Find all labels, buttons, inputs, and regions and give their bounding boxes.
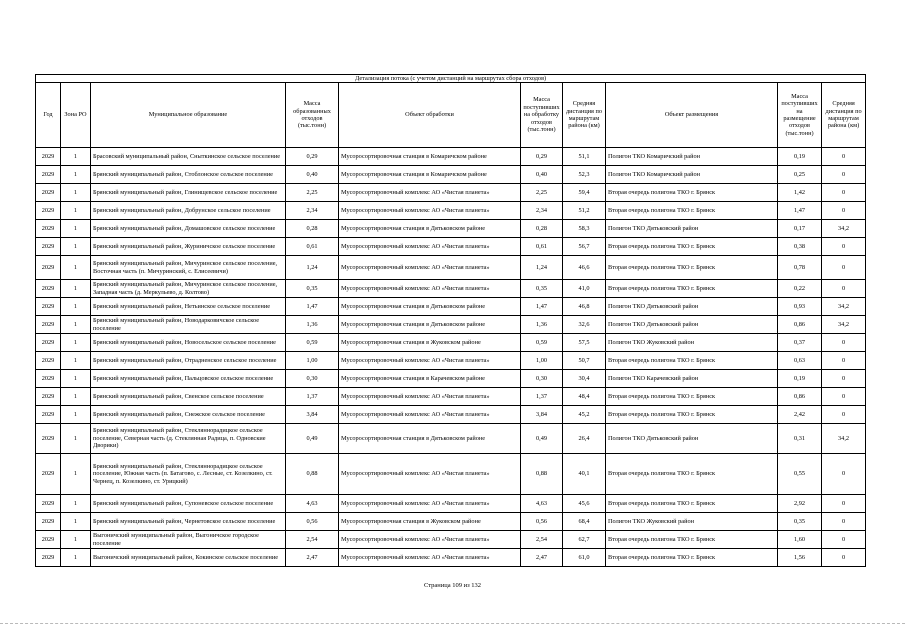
cell-zone: 1 bbox=[61, 531, 91, 549]
cell-disposal-facility: Вторая очередь полигона ТКО г. Брянск bbox=[606, 202, 778, 220]
cell-generated-mass: 0,56 bbox=[286, 513, 339, 531]
cell-year: 2029 bbox=[36, 220, 61, 238]
cell-generated-mass: 0,49 bbox=[286, 424, 339, 454]
table-row bbox=[36, 256, 866, 280]
table-row bbox=[36, 495, 866, 513]
cell-disposed-mass: 0,19 bbox=[778, 148, 822, 166]
cell-processing-distance: 46,6 bbox=[563, 256, 606, 280]
cell-processed-mass: 2,54 bbox=[521, 531, 563, 549]
col-header-processed-mass: Масса поступивших на обработку отходов (тыс.тонн) bbox=[521, 83, 563, 148]
cell-processing-facility: Мусоросортировочный комплекс АО «Чистая планета» bbox=[339, 202, 521, 220]
cell-disposal-facility: Вторая очередь полигона ТКО г. Брянск bbox=[606, 256, 778, 280]
cell-zone: 1 bbox=[61, 388, 91, 406]
cell-processing-distance: 56,7 bbox=[563, 238, 606, 256]
cell-generated-mass: 2,54 bbox=[286, 531, 339, 549]
cell-disposal-facility: Вторая очередь полигона ТКО г. Брянск bbox=[606, 238, 778, 256]
cell-processing-facility: Мусоросортировочный комплекс АО «Чистая планета» bbox=[339, 495, 521, 513]
cell-generated-mass: 2,25 bbox=[286, 184, 339, 202]
cell-disposal-distance: 0 bbox=[822, 238, 866, 256]
cell-year: 2029 bbox=[36, 334, 61, 352]
col-header-disposal-distance: Средняя дистанция по маршрутам района (км) bbox=[822, 83, 866, 148]
cell-zone: 1 bbox=[61, 166, 91, 184]
cell-disposed-mass: 0,25 bbox=[778, 166, 822, 184]
cell-processed-mass: 4,63 bbox=[521, 495, 563, 513]
cell-disposal-distance: 0 bbox=[822, 406, 866, 424]
cell-zone: 1 bbox=[61, 280, 91, 298]
cell-disposal-distance: 0 bbox=[822, 280, 866, 298]
table-row bbox=[36, 352, 866, 370]
cell-disposal-facility: Полигон ТКО Жуковский район bbox=[606, 513, 778, 531]
cell-municipality: Брянский муниципальный район, Пальцовское сельское поселение bbox=[91, 370, 286, 388]
cell-disposal-distance: 0 bbox=[822, 454, 866, 495]
cell-disposal-facility: Вторая очередь полигона ТКО г. Брянск bbox=[606, 280, 778, 298]
cell-processing-facility: Мусоросортировочный комплекс АО «Чистая планета» bbox=[339, 531, 521, 549]
cell-zone: 1 bbox=[61, 184, 91, 202]
cell-disposal-facility: Полигон ТКО Комаричский район bbox=[606, 148, 778, 166]
cell-disposed-mass: 0,37 bbox=[778, 334, 822, 352]
cell-processing-distance: 30,4 bbox=[563, 370, 606, 388]
cell-disposal-distance: 34,2 bbox=[822, 316, 866, 334]
cell-zone: 1 bbox=[61, 148, 91, 166]
cell-municipality: Брянский муниципальный район, Стекляннорадицкое сельское поселение, Северная часть (д. Стеклянная Радица, п. Одновские Дворики) bbox=[91, 424, 286, 454]
cell-municipality: Брянский муниципальный район, Свенское сельское поселение bbox=[91, 388, 286, 406]
cell-disposed-mass: 0,22 bbox=[778, 280, 822, 298]
col-header-processing-facility: Объект обработки bbox=[339, 83, 521, 148]
cell-year: 2029 bbox=[36, 531, 61, 549]
cell-disposal-distance: 0 bbox=[822, 334, 866, 352]
cell-generated-mass: 1,37 bbox=[286, 388, 339, 406]
cell-zone: 1 bbox=[61, 406, 91, 424]
cell-zone: 1 bbox=[61, 370, 91, 388]
cell-processing-distance: 45,2 bbox=[563, 406, 606, 424]
table-row bbox=[36, 166, 866, 184]
col-header-year: Год bbox=[36, 83, 61, 148]
cell-municipality: Брянский муниципальный район, Отрадненское сельское поселение bbox=[91, 352, 286, 370]
cell-generated-mass: 0,35 bbox=[286, 280, 339, 298]
cell-zone: 1 bbox=[61, 316, 91, 334]
col-header-generated-mass: Масса образованных отходов (тыс.тонн) bbox=[286, 83, 339, 148]
cell-processing-distance: 26,4 bbox=[563, 424, 606, 454]
cell-zone: 1 bbox=[61, 495, 91, 513]
col-header-zone: Зона РО bbox=[61, 83, 91, 148]
cell-processed-mass: 1,24 bbox=[521, 256, 563, 280]
cell-disposal-distance: 0 bbox=[822, 513, 866, 531]
cell-processing-distance: 68,4 bbox=[563, 513, 606, 531]
cell-generated-mass: 0,30 bbox=[286, 370, 339, 388]
cell-generated-mass: 2,34 bbox=[286, 202, 339, 220]
cell-municipality: Брянский муниципальный район, Стоблонское сельское поселение bbox=[91, 166, 286, 184]
cell-processed-mass: 0,59 bbox=[521, 334, 563, 352]
cell-processed-mass: 3,84 bbox=[521, 406, 563, 424]
cell-disposal-distance: 0 bbox=[822, 495, 866, 513]
cell-zone: 1 bbox=[61, 352, 91, 370]
col-header-municipality: Муниципальное образование bbox=[91, 83, 286, 148]
cell-generated-mass: 0,59 bbox=[286, 334, 339, 352]
cell-year: 2029 bbox=[36, 256, 61, 280]
cell-zone: 1 bbox=[61, 256, 91, 280]
table-row bbox=[36, 334, 866, 352]
cell-municipality: Брасовский муниципальный район, Сныткинское сельское поселение bbox=[91, 148, 286, 166]
cell-disposal-distance: 0 bbox=[822, 370, 866, 388]
col-header-disposal-facility: Объект размещения bbox=[606, 83, 778, 148]
table-row bbox=[36, 316, 866, 334]
cell-processed-mass: 1,37 bbox=[521, 388, 563, 406]
cell-processed-mass: 0,88 bbox=[521, 454, 563, 495]
cell-zone: 1 bbox=[61, 424, 91, 454]
cell-year: 2029 bbox=[36, 549, 61, 567]
cell-disposal-distance: 34,2 bbox=[822, 298, 866, 316]
cell-processing-facility: Мусоросортировочный комплекс АО «Чистая планета» bbox=[339, 184, 521, 202]
cell-municipality: Выгоничский муниципальный район, Кокинское сельское поселение bbox=[91, 549, 286, 567]
scan-divider bbox=[0, 623, 905, 625]
waste-flow-table bbox=[35, 74, 866, 567]
cell-disposed-mass: 0,38 bbox=[778, 238, 822, 256]
col-header-processing-distance: Средняя дистанция по маршрутам района (км) bbox=[563, 83, 606, 148]
cell-disposal-distance: 34,2 bbox=[822, 424, 866, 454]
cell-disposal-distance: 0 bbox=[822, 352, 866, 370]
cell-year: 2029 bbox=[36, 298, 61, 316]
cell-year: 2029 bbox=[36, 424, 61, 454]
cell-municipality: Брянский муниципальный район, Добрунское сельское поселение bbox=[91, 202, 286, 220]
table-row bbox=[36, 148, 866, 166]
cell-processed-mass: 0,28 bbox=[521, 220, 563, 238]
cell-processing-facility: Мусоросортировочная станция в Дятьковском районе bbox=[339, 424, 521, 454]
cell-processing-facility: Мусоросортировочная станция в Дятьковском районе bbox=[339, 220, 521, 238]
col-header-disposed-mass: Масса поступивших на размещение отходов (тыс.тонн) bbox=[778, 83, 822, 148]
cell-year: 2029 bbox=[36, 238, 61, 256]
table-row bbox=[36, 424, 866, 454]
cell-disposed-mass: 2,42 bbox=[778, 406, 822, 424]
cell-disposal-facility: Вторая очередь полигона ТКО г. Брянск bbox=[606, 454, 778, 495]
cell-processed-mass: 0,56 bbox=[521, 513, 563, 531]
cell-year: 2029 bbox=[36, 184, 61, 202]
cell-generated-mass: 1,00 bbox=[286, 352, 339, 370]
cell-disposed-mass: 0,31 bbox=[778, 424, 822, 454]
cell-processed-mass: 1,47 bbox=[521, 298, 563, 316]
cell-zone: 1 bbox=[61, 202, 91, 220]
cell-municipality: Брянский муниципальный район, Новосельское сельское поселение bbox=[91, 334, 286, 352]
cell-year: 2029 bbox=[36, 202, 61, 220]
cell-disposal-distance: 0 bbox=[822, 202, 866, 220]
cell-disposed-mass: 1,56 bbox=[778, 549, 822, 567]
cell-processed-mass: 0,61 bbox=[521, 238, 563, 256]
cell-generated-mass: 2,47 bbox=[286, 549, 339, 567]
cell-disposal-facility: Полигон ТКО Карачевский район bbox=[606, 370, 778, 388]
cell-disposed-mass: 0,78 bbox=[778, 256, 822, 280]
cell-disposed-mass: 0,17 bbox=[778, 220, 822, 238]
cell-processed-mass: 1,36 bbox=[521, 316, 563, 334]
cell-disposal-facility: Вторая очередь полигона ТКО г. Брянск bbox=[606, 352, 778, 370]
cell-zone: 1 bbox=[61, 238, 91, 256]
cell-processing-distance: 32,6 bbox=[563, 316, 606, 334]
cell-generated-mass: 0,40 bbox=[286, 166, 339, 184]
cell-disposed-mass: 1,47 bbox=[778, 202, 822, 220]
cell-processed-mass: 0,40 bbox=[521, 166, 563, 184]
cell-disposal-facility: Вторая очередь полигона ТКО г. Брянск bbox=[606, 549, 778, 567]
cell-zone: 1 bbox=[61, 513, 91, 531]
cell-processing-distance: 57,5 bbox=[563, 334, 606, 352]
cell-generated-mass: 0,28 bbox=[286, 220, 339, 238]
table-row bbox=[36, 280, 866, 298]
cell-disposed-mass: 0,55 bbox=[778, 454, 822, 495]
cell-processing-facility: Мусоросортировочный комплекс АО «Чистая планета» bbox=[339, 256, 521, 280]
cell-disposal-facility: Полигон ТКО Дятьковский район bbox=[606, 298, 778, 316]
cell-processed-mass: 2,25 bbox=[521, 184, 563, 202]
cell-disposal-facility: Полигон ТКО Дятьковский район bbox=[606, 220, 778, 238]
cell-disposal-distance: 0 bbox=[822, 166, 866, 184]
cell-processing-distance: 50,7 bbox=[563, 352, 606, 370]
cell-processing-facility: Мусоросортировочный комплекс АО «Чистая планета» bbox=[339, 549, 521, 567]
cell-disposal-facility: Вторая очередь полигона ТКО г. Брянск bbox=[606, 388, 778, 406]
cell-zone: 1 bbox=[61, 334, 91, 352]
cell-disposal-distance: 0 bbox=[822, 148, 866, 166]
table-row bbox=[36, 184, 866, 202]
table-row bbox=[36, 454, 866, 495]
cell-disposed-mass: 0,35 bbox=[778, 513, 822, 531]
cell-municipality: Брянский муниципальный район, Журиничское сельское поселение bbox=[91, 238, 286, 256]
cell-processing-facility: Мусоросортировочный комплекс АО «Чистая планета» bbox=[339, 454, 521, 495]
cell-year: 2029 bbox=[36, 495, 61, 513]
cell-processing-distance: 62,7 bbox=[563, 531, 606, 549]
cell-disposal-facility: Вторая очередь полигона ТКО г. Брянск bbox=[606, 406, 778, 424]
cell-processing-facility: Мусоросортировочная станция в Жуковском районе bbox=[339, 513, 521, 531]
cell-year: 2029 bbox=[36, 406, 61, 424]
cell-processed-mass: 2,34 bbox=[521, 202, 563, 220]
cell-processing-facility: Мусоросортировочный комплекс АО «Чистая планета» bbox=[339, 280, 521, 298]
cell-municipality: Брянский муниципальный район, Мичуринское сельское поселение, Восточная часть (п. Мичуринский, с. Елисеевичи) bbox=[91, 256, 286, 280]
table-row bbox=[36, 220, 866, 238]
cell-municipality: Брянский муниципальный район, Стекляннорадицкое сельское поселение, Южная часть (п. Батагово, с. Лесные, ст. Козелкино, ст. Чернец, п. Козелкино, ст. Урицкий) bbox=[91, 454, 286, 495]
cell-municipality: Брянский муниципальный район, Глинищевское сельское поселение bbox=[91, 184, 286, 202]
cell-municipality: Брянский муниципальный район, Домашовское сельское поселение bbox=[91, 220, 286, 238]
cell-disposed-mass: 0,19 bbox=[778, 370, 822, 388]
cell-year: 2029 bbox=[36, 352, 61, 370]
cell-processing-distance: 51,1 bbox=[563, 148, 606, 166]
cell-generated-mass: 0,88 bbox=[286, 454, 339, 495]
cell-processing-facility: Мусоросортировочная станция в Комаричском районе bbox=[339, 166, 521, 184]
cell-disposal-facility: Вторая очередь полигона ТКО г. Брянск bbox=[606, 531, 778, 549]
cell-municipality: Брянский муниципальный район, Супоневское сельское поселение bbox=[91, 495, 286, 513]
cell-generated-mass: 1,47 bbox=[286, 298, 339, 316]
table-row bbox=[36, 513, 866, 531]
cell-processed-mass: 2,47 bbox=[521, 549, 563, 567]
table-row bbox=[36, 549, 866, 567]
cell-year: 2029 bbox=[36, 388, 61, 406]
cell-disposal-distance: 0 bbox=[822, 184, 866, 202]
cell-zone: 1 bbox=[61, 220, 91, 238]
cell-processing-facility: Мусоросортировочный комплекс АО «Чистая планета» bbox=[339, 388, 521, 406]
table-row bbox=[36, 370, 866, 388]
table-group-header: Детализация потока (с учетом дистанций на маршрутах сбора отходов) bbox=[36, 75, 866, 83]
cell-generated-mass: 3,84 bbox=[286, 406, 339, 424]
cell-disposed-mass: 1,60 bbox=[778, 531, 822, 549]
cell-processing-distance: 59,4 bbox=[563, 184, 606, 202]
cell-generated-mass: 0,29 bbox=[286, 148, 339, 166]
cell-year: 2029 bbox=[36, 513, 61, 531]
cell-processing-distance: 41,0 bbox=[563, 280, 606, 298]
cell-municipality: Брянский муниципальный район, Снежское сельское поселение bbox=[91, 406, 286, 424]
cell-zone: 1 bbox=[61, 298, 91, 316]
table-row bbox=[36, 298, 866, 316]
cell-processing-facility: Мусоросортировочная станция в Дятьковском районе bbox=[339, 298, 521, 316]
cell-municipality: Брянский муниципальный район, Мичуринское сельское поселение, Западная часть (д. Меркульево, д. Колтово) bbox=[91, 280, 286, 298]
cell-disposal-facility: Полигон ТКО Комаричский район bbox=[606, 166, 778, 184]
cell-processed-mass: 0,30 bbox=[521, 370, 563, 388]
cell-zone: 1 bbox=[61, 549, 91, 567]
cell-disposal-distance: 0 bbox=[822, 549, 866, 567]
cell-disposal-facility: Вторая очередь полигона ТКО г. Брянск bbox=[606, 495, 778, 513]
table-row bbox=[36, 406, 866, 424]
cell-disposal-facility: Полигон ТКО Жуковский район bbox=[606, 334, 778, 352]
cell-processing-distance: 51,2 bbox=[563, 202, 606, 220]
cell-processing-facility: Мусоросортировочная станция в Жуковском районе bbox=[339, 334, 521, 352]
cell-processing-facility: Мусоросортировочный комплекс АО «Чистая планета» bbox=[339, 352, 521, 370]
cell-municipality: Выгоничский муниципальный район, Выгоничское городское поселение bbox=[91, 531, 286, 549]
cell-processing-facility: Мусоросортировочная станция в Комаричском районе bbox=[339, 148, 521, 166]
table-body bbox=[36, 148, 866, 567]
cell-generated-mass: 0,61 bbox=[286, 238, 339, 256]
cell-disposal-facility: Полигон ТКО Дятьковский район bbox=[606, 424, 778, 454]
cell-zone: 1 bbox=[61, 454, 91, 495]
cell-disposed-mass: 0,63 bbox=[778, 352, 822, 370]
cell-processing-facility: Мусоросортировочный комплекс АО «Чистая планета» bbox=[339, 406, 521, 424]
table-row bbox=[36, 202, 866, 220]
cell-municipality: Брянский муниципальный район, Новодарковичское сельское поселение bbox=[91, 316, 286, 334]
cell-year: 2029 bbox=[36, 148, 61, 166]
cell-disposal-distance: 0 bbox=[822, 531, 866, 549]
cell-year: 2029 bbox=[36, 454, 61, 495]
cell-disposed-mass: 1,42 bbox=[778, 184, 822, 202]
cell-year: 2029 bbox=[36, 316, 61, 334]
cell-year: 2029 bbox=[36, 166, 61, 184]
cell-generated-mass: 1,24 bbox=[286, 256, 339, 280]
cell-generated-mass: 1,36 bbox=[286, 316, 339, 334]
cell-processing-distance: 45,6 bbox=[563, 495, 606, 513]
cell-processed-mass: 1,00 bbox=[521, 352, 563, 370]
cell-disposed-mass: 0,93 bbox=[778, 298, 822, 316]
cell-disposed-mass: 0,86 bbox=[778, 388, 822, 406]
cell-processing-distance: 40,1 bbox=[563, 454, 606, 495]
cell-disposal-distance: 0 bbox=[822, 256, 866, 280]
cell-processing-distance: 46,8 bbox=[563, 298, 606, 316]
table-row bbox=[36, 531, 866, 549]
cell-disposal-distance: 34,2 bbox=[822, 220, 866, 238]
cell-processed-mass: 0,29 bbox=[521, 148, 563, 166]
cell-processing-distance: 58,3 bbox=[563, 220, 606, 238]
cell-disposal-facility: Вторая очередь полигона ТКО г. Брянск bbox=[606, 184, 778, 202]
cell-processing-distance: 48,4 bbox=[563, 388, 606, 406]
cell-processing-distance: 52,3 bbox=[563, 166, 606, 184]
cell-municipality: Брянский муниципальный район, Чернетовское сельское поселение bbox=[91, 513, 286, 531]
cell-processing-facility: Мусоросортировочный комплекс АО «Чистая планета» bbox=[339, 238, 521, 256]
cell-disposal-facility: Полигон ТКО Дятьковский район bbox=[606, 316, 778, 334]
cell-processing-distance: 61,0 bbox=[563, 549, 606, 567]
cell-processing-facility: Мусоросортировочная станция в Карачевском районе bbox=[339, 370, 521, 388]
table-row bbox=[36, 388, 866, 406]
cell-disposed-mass: 2,92 bbox=[778, 495, 822, 513]
cell-processed-mass: 0,35 bbox=[521, 280, 563, 298]
cell-disposed-mass: 0,86 bbox=[778, 316, 822, 334]
document-sheet bbox=[35, 74, 865, 567]
cell-disposal-distance: 0 bbox=[822, 388, 866, 406]
cell-processed-mass: 0,49 bbox=[521, 424, 563, 454]
cell-generated-mass: 4,63 bbox=[286, 495, 339, 513]
cell-processing-facility: Мусоросортировочная станция в Дятьковском районе bbox=[339, 316, 521, 334]
cell-year: 2029 bbox=[36, 280, 61, 298]
cell-municipality: Брянский муниципальный район, Нетьинское сельское поселение bbox=[91, 298, 286, 316]
cell-year: 2029 bbox=[36, 370, 61, 388]
page-number: Страница 109 из 132 bbox=[423, 582, 482, 589]
table-row bbox=[36, 238, 866, 256]
